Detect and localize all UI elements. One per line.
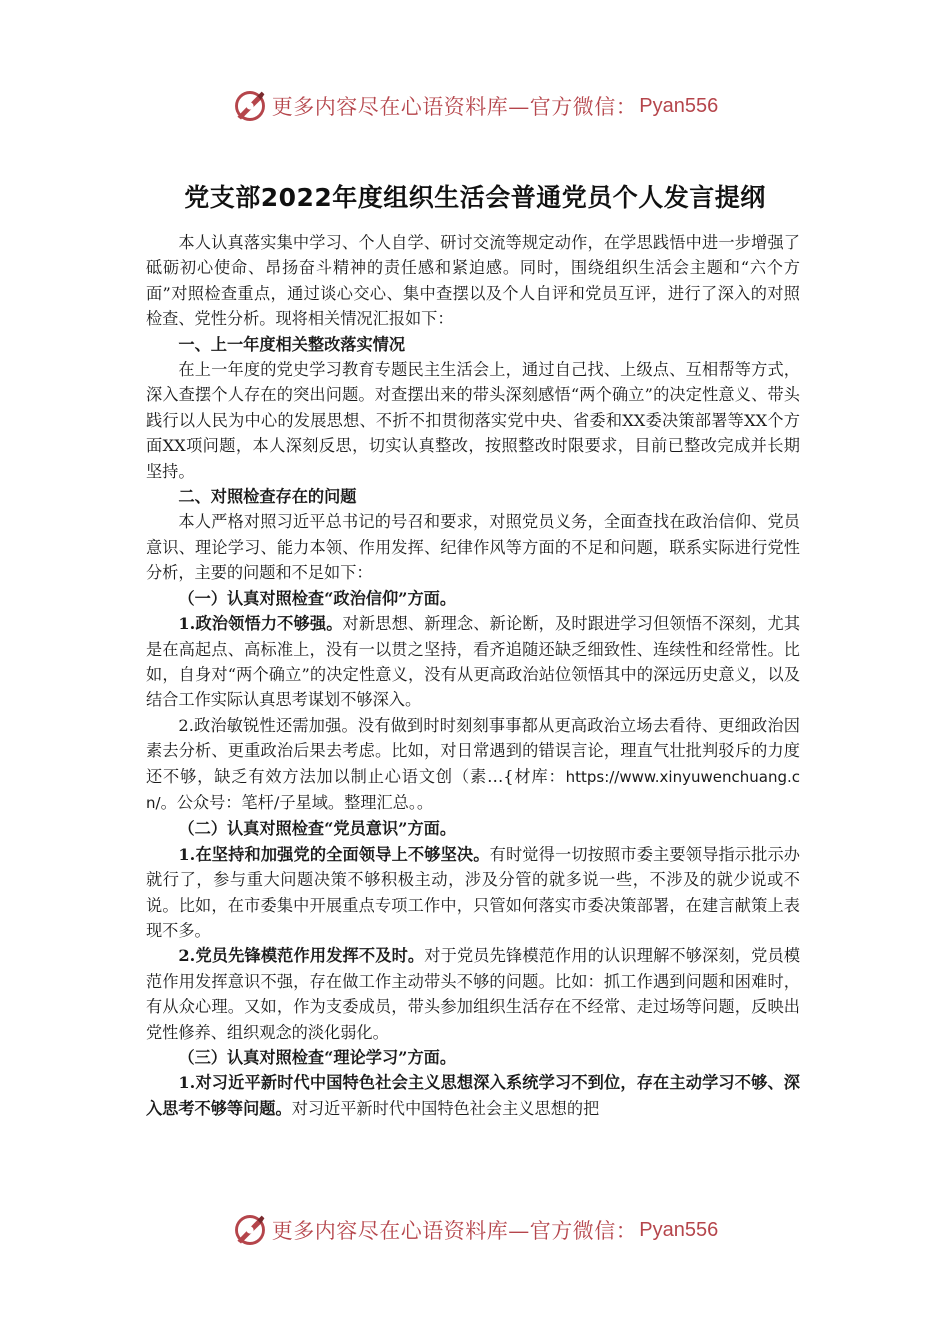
pen-logo-icon <box>232 88 268 124</box>
sub2-item1 <box>146 842 800 944</box>
sub2-item2 <box>146 943 800 1045</box>
sub3-heading: （三）认真对照检查“理论学习”方面。 <box>178 1048 457 1067</box>
sub1-heading: （一）认真对照检查“政治信仰”方面。 <box>178 588 457 608</box>
sub1-item2 <box>146 713 800 817</box>
sub1-item2-text: 2.政治敏锐性还需加强。没有做到时时刻刻事事都从更高政治立场去看待、更细政治因素去分析、更重政治后果去考虑。比如，对日常遇到的错误言论，理直气壮批判驳斥的力度还不够，缺乏有效方法加以制止心语文创（素…{材库： <box>146 715 800 786</box>
sub1-item2-url: https://www.xinyuwenchuang.cn/ <box>146 767 800 812</box>
banner-text: 更多内容尽在心语资料库—官方微信： <box>271 95 638 119</box>
section1-heading: 一、上一年度相关整改落实情况 <box>178 334 406 354</box>
banner-wechat-id: Pyan556 <box>639 1218 719 1241</box>
banner-text: 更多内容尽在心语资料库—官方微信： <box>271 1219 638 1243</box>
banner-wechat-id: Pyan556 <box>639 94 719 117</box>
sub2-heading: （二）认真对照检查“党员意识”方面。 <box>178 819 457 839</box>
pen-logo-icon <box>232 1212 268 1248</box>
document-title: 党支部2022年度组织生活会普通党员个人发言提纲 <box>184 183 766 212</box>
sub3-item1 <box>146 1070 800 1121</box>
footer-banner <box>0 1208 950 1252</box>
document-body <box>146 230 800 1121</box>
sub1-item1-text: 对新思想、新理念、新论断，及时跟进学习但领悟不深刻，尤其是在高起点、高标准上，没有一以贯之坚持，看齐追随还缺乏细致性、连续性和经常性。比如，自身对“两个确立”的决定性意义，没有从更高政治站位领悟其中的深远历史意义，以及结合工作实际认真思考谋划不够深入。 <box>146 614 801 710</box>
header-banner <box>0 84 950 128</box>
sub1-item1 <box>146 611 800 713</box>
sub2-item2-title: 2.党员先锋模范作用发挥不及时。 <box>178 946 425 966</box>
sub2-item2-text: 对于党员先锋模范作用的认识理解不够深刻，党员模范作用发挥意识不强，存在做工作主动带头不够的问题。比如：抓工作遇到问题和困难时，有从众心理。又如，作为支委成员，带头参加组织生活存在不经常、走过场等问题，反映出党性修养、组织观念的淡化弱化。 <box>146 946 801 1042</box>
sub2-item1-text: 有时觉得一切按照市委主要领导指示批示办就行了，参与重大问题决策不够积极主动，涉及分管的就多说一些，不涉及的就少说或不说。比如，在市委集中开展重点专项工作中，只管如何落实市委决策部署，在建言献策上表现不多。 <box>146 844 800 940</box>
intro-paragraph: 本人认真落实集中学习、个人自学、研讨交流等规定动作，在学思践悟中进一步增强了砥砺初心使命、昂扬奋斗精神的责任感和紧迫感。同时，围绕组织生活会主题和“六个方面”对照检查重点，通过谈心交心、集中查摆以及个人自评和党员互评，进行了深入的对照检查、党性分析。现将相关情况汇报如下： <box>146 233 800 329</box>
section1-paragraph: 在上一年度的党史学习教育专题民主生活会上，通过自己找、上级点、互相帮等方式，深入查摆个人存在的突出问题。对查摆出来的带头深刻感悟“两个确立”的决定性意义、带头践行以人民为中心的发展思想、不折不扣贯彻落实党中央、省委和XX委决策部署等XX个方面XX项问题，本人深刻反思，切实认真整改，按照整改时限要求，目前已整改完成并长期坚持。 <box>146 360 800 481</box>
section2-heading: 二、对照检查存在的问题 <box>178 487 357 507</box>
sub3-item1-title: 1.对习近平新时代中国特色社会主义思想深入系统学习不到位，存在主动学习不够、深入思考不够等问题。 <box>146 1073 800 1118</box>
sub1-item1-title: 1.政治领悟力不够强。 <box>178 614 343 634</box>
sub3-item1-text: 对习近平新时代中国特色社会主义思想的把 <box>291 1098 600 1118</box>
section2-paragraph: 本人严格对照习近平总书记的号召和要求，对照党员义务，全面查找在政治信仰、党员意识、理论学习、能力本领、作用发挥、纪律作风等方面的不足和问题，联系实际进行党性分析，主要的问题和不足如下： <box>146 512 800 583</box>
sub2-item1-title: 1.在坚持和加强党的全面领导上不够坚决。 <box>178 844 490 864</box>
sub1-item2-tail: 。公众号：笔杆/子星域。整理汇总。。 <box>160 792 434 812</box>
